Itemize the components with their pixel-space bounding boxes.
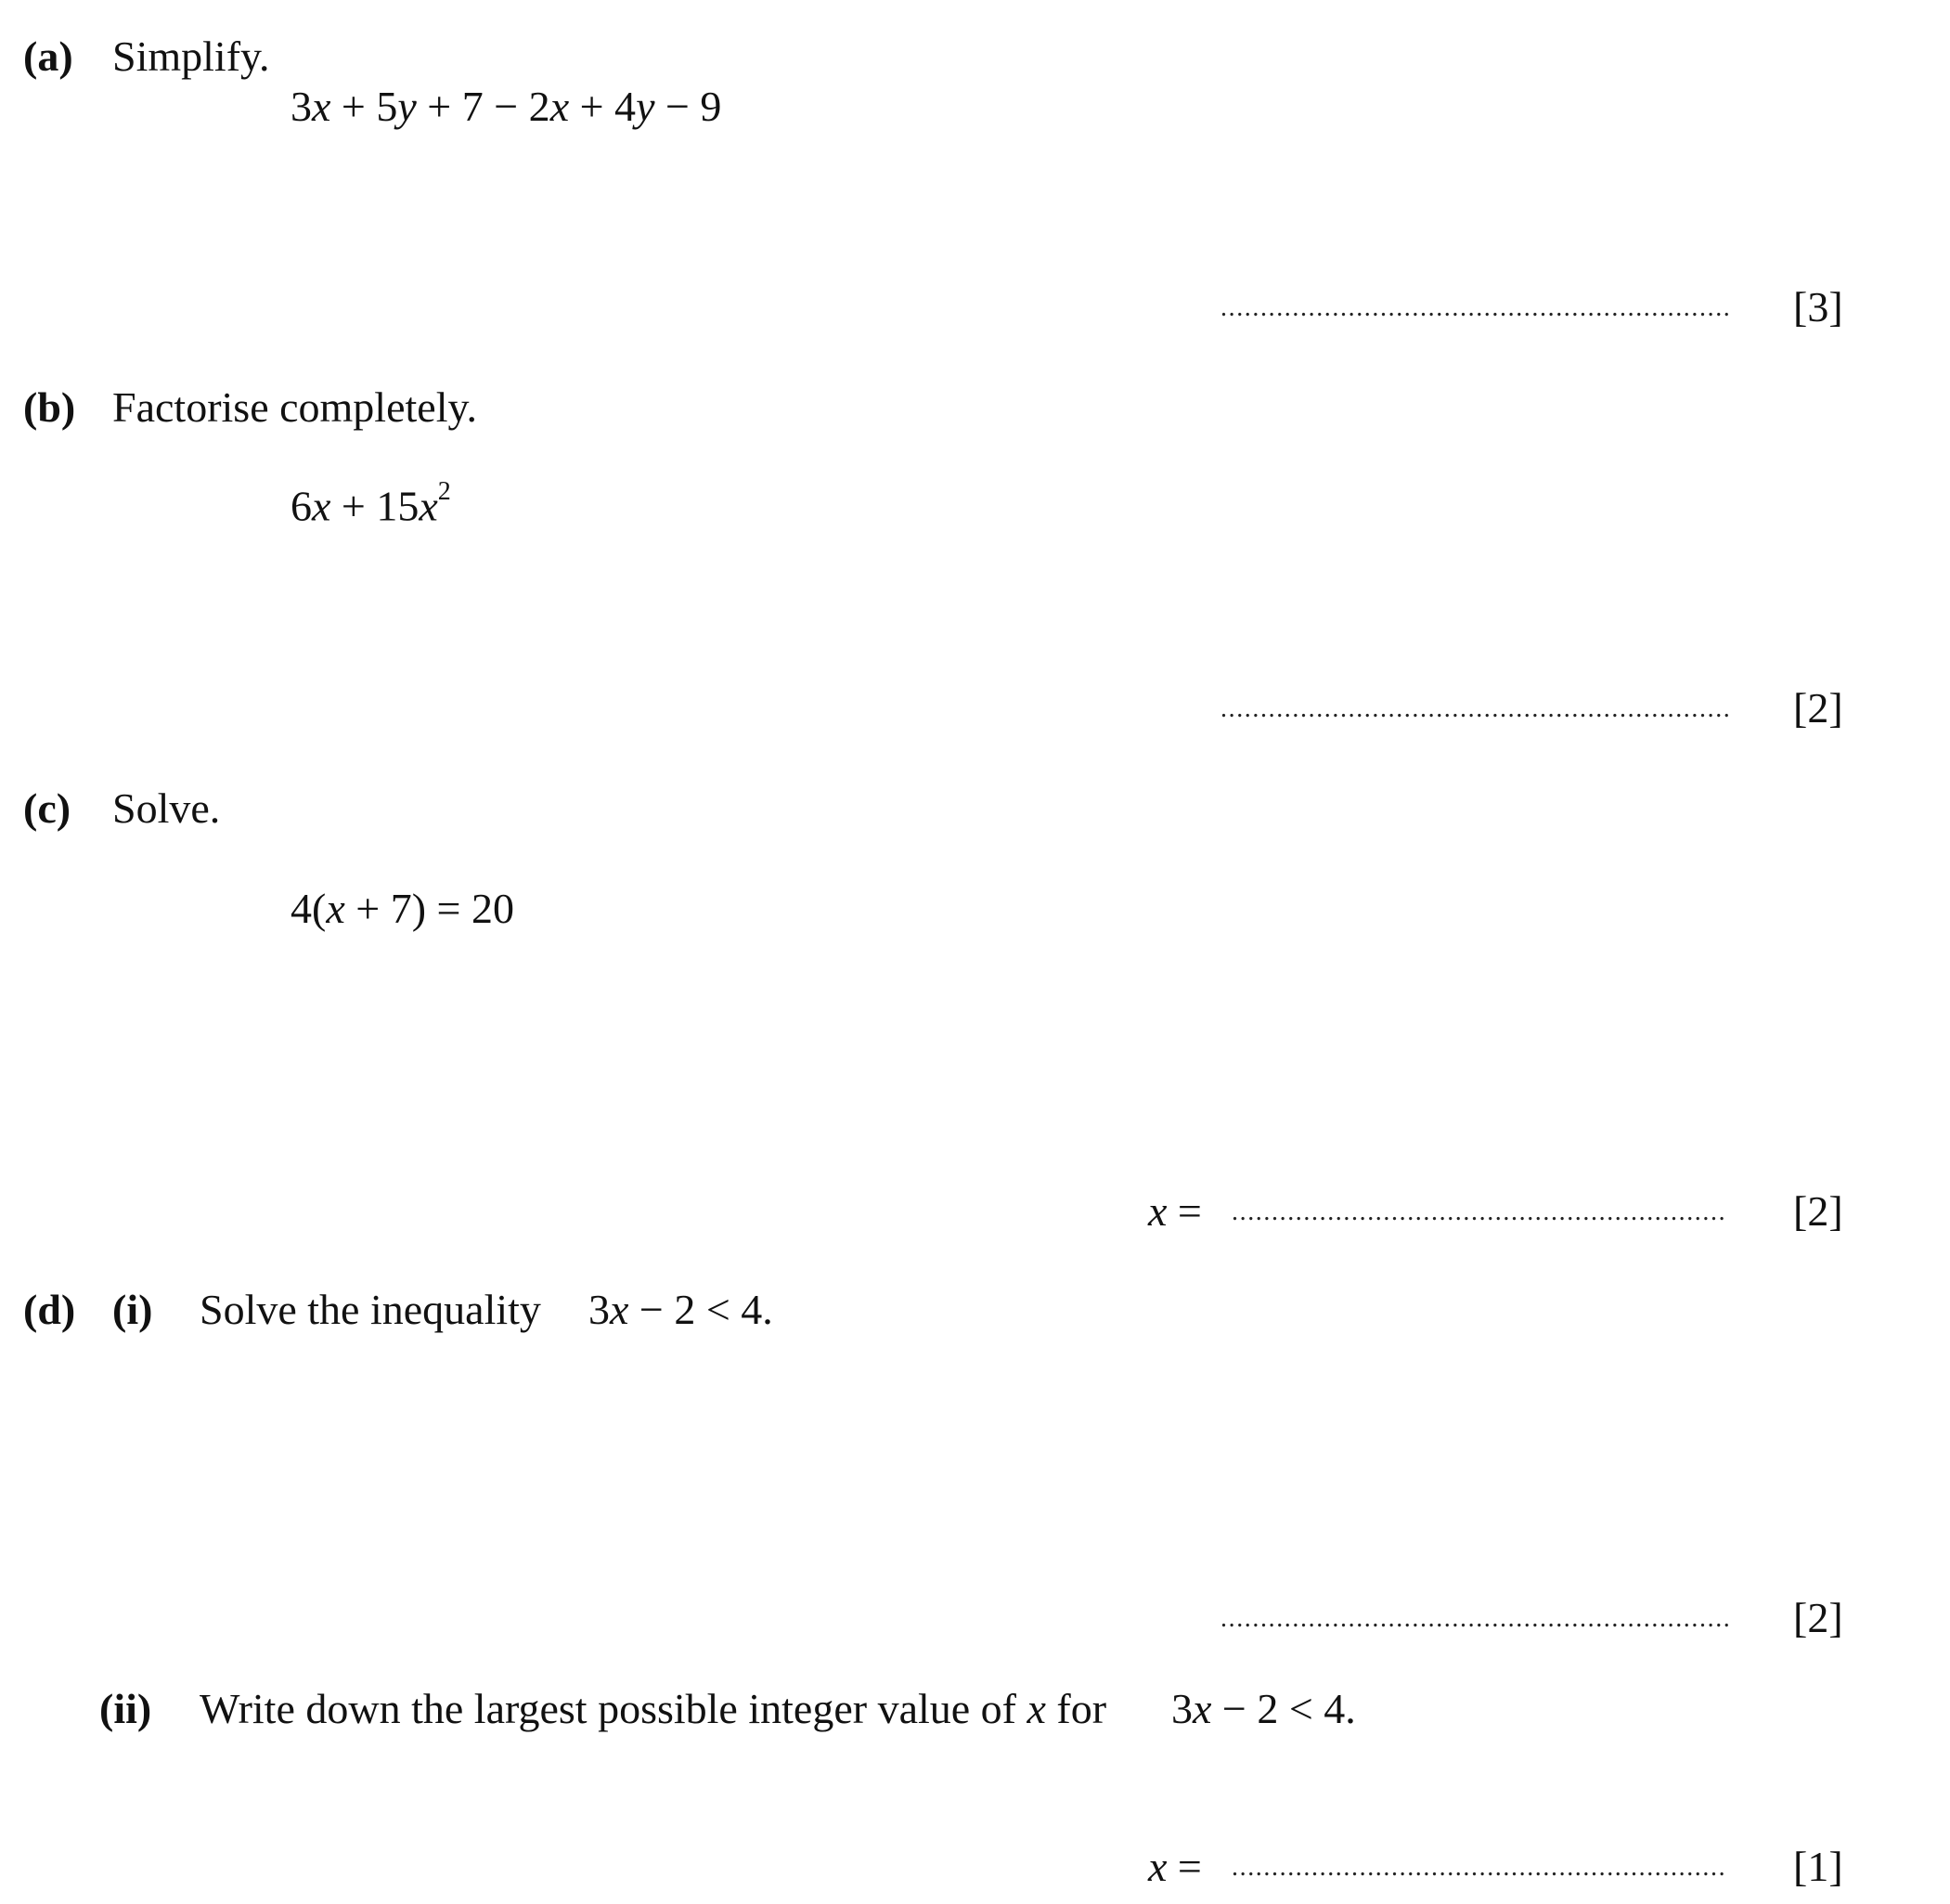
question-b-instruction: Factorise completely. <box>112 383 477 431</box>
question-a-expression: 3x + 5y + 7 − 2x + 4y − 9 <box>291 83 722 130</box>
question-a-label: (a) <box>23 32 73 80</box>
question-d-ii-answer-line[interactable]: .............................................................. <box>1232 1853 1727 1882</box>
question-b-marks: [2] <box>1793 684 1843 732</box>
question-d-ii-marks: [1] <box>1793 1843 1843 1890</box>
question-c-label: (c) <box>23 784 71 832</box>
question-d-ii-instruction: Write down the largest possible integer value of x for <box>200 1685 1107 1732</box>
question-c-answer-prefix: x = <box>1148 1187 1202 1235</box>
question-d-ii-label: (ii) <box>99 1685 152 1732</box>
question-d-ii-answer-prefix: x = <box>1148 1843 1202 1890</box>
question-b-answer-line[interactable]: ................................................................ <box>1220 694 1732 723</box>
question-d-label: (d) <box>23 1286 76 1333</box>
question-d-ii-expression: 3x − 2 < 4. <box>1171 1685 1356 1732</box>
question-d-i-label: (i) <box>112 1286 153 1333</box>
question-c-expression: 4(x + 7) = 20 <box>291 885 514 932</box>
question-c-answer-line[interactable]: .............................................................. <box>1232 1198 1727 1226</box>
question-b-label: (b) <box>23 383 76 431</box>
question-d-i-marks: [2] <box>1793 1594 1843 1641</box>
question-c-marks: [2] <box>1793 1187 1843 1235</box>
question-a-answer-line[interactable]: ................................................................ <box>1220 293 1732 322</box>
question-b-expression: $6x + 15x^2$ <box>291 477 451 530</box>
question-a-instruction: Simplify. <box>112 32 270 80</box>
question-c-instruction: Solve. <box>112 784 221 832</box>
question-a-marks: [3] <box>1793 283 1843 330</box>
question-d-i-instruction: Solve the inequality <box>200 1286 541 1333</box>
question-d-i-expression: 3x − 2 < 4. <box>588 1286 773 1333</box>
question-d-i-answer-line[interactable]: ................................................................ <box>1220 1604 1732 1633</box>
